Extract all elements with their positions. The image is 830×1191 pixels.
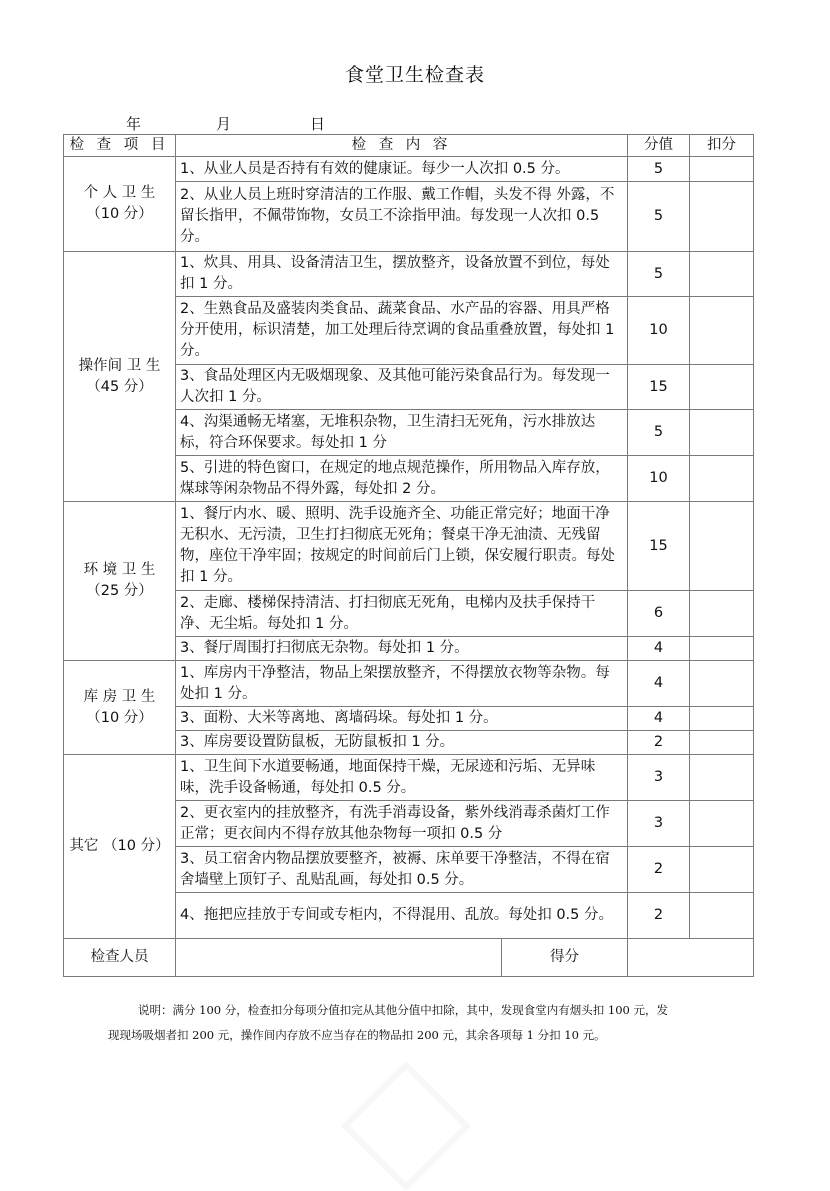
criteria-text: 2、生熟食品及盛装肉类食品、蔬菜食品、水产品的容器、用具严格分开使用，标识清楚，加工处理后待烹调的食品重叠放置，每处扣 1 分。	[176, 297, 628, 365]
deduct-cell[interactable]	[690, 365, 754, 410]
category-cell	[64, 661, 176, 755]
deduct-cell[interactable]	[690, 410, 754, 456]
score-value: 6	[628, 591, 690, 637]
table-row	[64, 661, 754, 707]
deduct-cell[interactable]	[690, 707, 754, 731]
category-cell	[64, 502, 176, 661]
note-line-1: 说明：满分 100 分，检查扣分每项分值扣完从其他分值中扣除，其中，发现食堂内有烟头扣 100 元，发	[138, 1003, 669, 1017]
criteria-text: 4、拖把应挂放于专间或专柜内，不得混用、乱放。每处扣 0.5 分。	[176, 893, 628, 939]
score-value: 2	[628, 847, 690, 893]
score-value: 10	[628, 456, 690, 502]
criteria-text: 1、从业人员是否持有有效的健康证。每少一人次扣 0.5 分。	[176, 157, 628, 182]
score-value: 4	[628, 707, 690, 731]
criteria-text: 1、餐厅内水、暖、照明、洗手设施齐全、功能正常完好；地面干净无积水、无污渍，卫生打扫彻底无死角；餐桌干净无油渍、无残留物，座位干净牢固；按规定的时间前后门上锁，保安履行职责。每处扣 1 分。	[176, 502, 628, 591]
total-score-label: 得分	[502, 939, 628, 977]
criteria-text: 1、库房内干净整洁，物品上架摆放整齐，不得摆放衣物等杂物。每处扣 1 分。	[176, 661, 628, 707]
inspector-label: 检查人员	[64, 939, 176, 977]
deduct-cell[interactable]	[690, 297, 754, 365]
score-value: 4	[628, 637, 690, 661]
criteria-text: 3、餐厅周围打扫彻底无杂物。每处扣 1 分。	[176, 637, 628, 661]
table-row	[64, 755, 754, 801]
deduct-cell[interactable]	[690, 893, 754, 939]
inspection-table	[63, 134, 754, 977]
category-name: 其它 （10 分）	[69, 838, 170, 854]
deduct-cell[interactable]	[690, 252, 754, 297]
category-name: 环 境 卫 生	[83, 562, 156, 578]
score-value: 15	[628, 365, 690, 410]
deduct-cell[interactable]	[690, 801, 754, 847]
criteria-text: 3、库房要设置防鼠板，无防鼠板扣 1 分。	[176, 731, 628, 755]
score-value: 10	[628, 297, 690, 365]
deduct-cell[interactable]	[690, 591, 754, 637]
table-row	[64, 157, 754, 182]
category-cell	[64, 252, 176, 502]
deduct-cell[interactable]	[690, 731, 754, 755]
score-value: 3	[628, 755, 690, 801]
category-points: （10 分）	[86, 206, 153, 222]
criteria-text: 4、沟渠通畅无堵塞，无堆积杂物，卫生清扫无死角，污水排放达标，符合环保要求。每处扣 1 分	[176, 410, 628, 456]
header-content: 检 查 内 容	[176, 135, 628, 157]
score-value: 5	[628, 410, 690, 456]
category-name: 操作间 卫 生	[78, 357, 161, 374]
deduct-cell[interactable]	[690, 661, 754, 707]
criteria-text: 5、引进的特色窗口，在规定的地点规范操作，所用物品入库存放，煤球等闲杂物品不得外露，每处扣 2 分。	[176, 456, 628, 502]
category-points: （45 分）	[86, 378, 153, 395]
deduct-cell[interactable]	[690, 637, 754, 661]
score-value: 2	[628, 893, 690, 939]
header-score: 分值	[628, 135, 690, 157]
category-points: （10 分）	[86, 709, 153, 726]
score-value: 2	[628, 731, 690, 755]
deduct-cell[interactable]	[690, 157, 754, 182]
score-value: 4	[628, 661, 690, 707]
note-line-2: 现现场吸烟者扣 200 元，操作间内存放不应当存在的物品扣 200 元，其余各项每 1 分扣 10 元。	[108, 1028, 606, 1042]
score-value: 5	[628, 157, 690, 182]
table-row	[64, 502, 754, 591]
deduct-cell[interactable]	[690, 502, 754, 591]
date-day-label: 日	[310, 115, 326, 133]
criteria-text: 2、更衣室内的挂放整齐，有洗手消毒设备，紫外线消毒杀菌灯工作正常；更衣间内不得存放其他杂物每一项扣 0.5 分	[176, 801, 628, 847]
score-value: 5	[628, 252, 690, 297]
score-value: 3	[628, 801, 690, 847]
criteria-text: 3、员工宿舍内物品摆放要整齐，被褥、床单要干净整洁，不得在宿舍墙壁上顶钉子、乱贴乱画，每处扣 0.5 分。	[176, 847, 628, 893]
criteria-text: 1、炊具、用具、设备清洁卫生，摆放整齐，设备放置不到位，每处扣 1 分。	[176, 252, 628, 297]
explanation-note	[108, 998, 730, 1048]
category-cell	[64, 157, 176, 252]
total-score-input[interactable]	[628, 939, 754, 977]
criteria-text: 1、卫生间下水道要畅通，地面保持干燥，无尿迹和污垢、无异味味，洗手设备畅通，每处扣 0.5 分。	[176, 755, 628, 801]
table-row	[64, 252, 754, 297]
criteria-text: 2、走廊、楼梯保持清洁、打扫彻底无死角，电梯内及扶手保持干净、无尘垢。每处扣 1 分。	[176, 591, 628, 637]
header-deduct: 扣分	[690, 135, 754, 157]
category-name: 个 人 卫 生	[83, 185, 156, 201]
table-header-row	[64, 135, 754, 157]
date-month-label: 月	[216, 115, 232, 133]
criteria-text: 3、食品处理区内无吸烟现象、及其他可能污染食品行为。每发现一人次扣 1 分。	[176, 365, 628, 410]
category-cell	[64, 755, 176, 939]
criteria-text: 3、面粉、大米等离地、离墙码垛。每处扣 1 分。	[176, 707, 628, 731]
watermark-shape	[341, 1061, 471, 1191]
deduct-cell[interactable]	[690, 182, 754, 252]
signature-row	[64, 939, 754, 977]
inspector-input[interactable]	[176, 939, 502, 977]
category-name: 库 房 卫 生	[83, 688, 156, 705]
deduct-cell[interactable]	[690, 456, 754, 502]
page-title: 食堂卫生检查表	[344, 64, 485, 86]
score-value: 5	[628, 182, 690, 252]
deduct-cell[interactable]	[690, 755, 754, 801]
category-points: （25 分）	[86, 583, 153, 599]
header-item: 检 查 项 目	[64, 135, 176, 157]
score-value: 15	[628, 502, 690, 591]
date-year-label: 年	[126, 115, 142, 133]
criteria-text: 2、从业人员上班时穿清洁的工作服、戴工作帽，头发不得 外露，不留长指甲，不佩带饰物，女员工不涂指甲油。每发现一人次扣 0.5 分。	[176, 182, 628, 252]
deduct-cell[interactable]	[690, 847, 754, 893]
